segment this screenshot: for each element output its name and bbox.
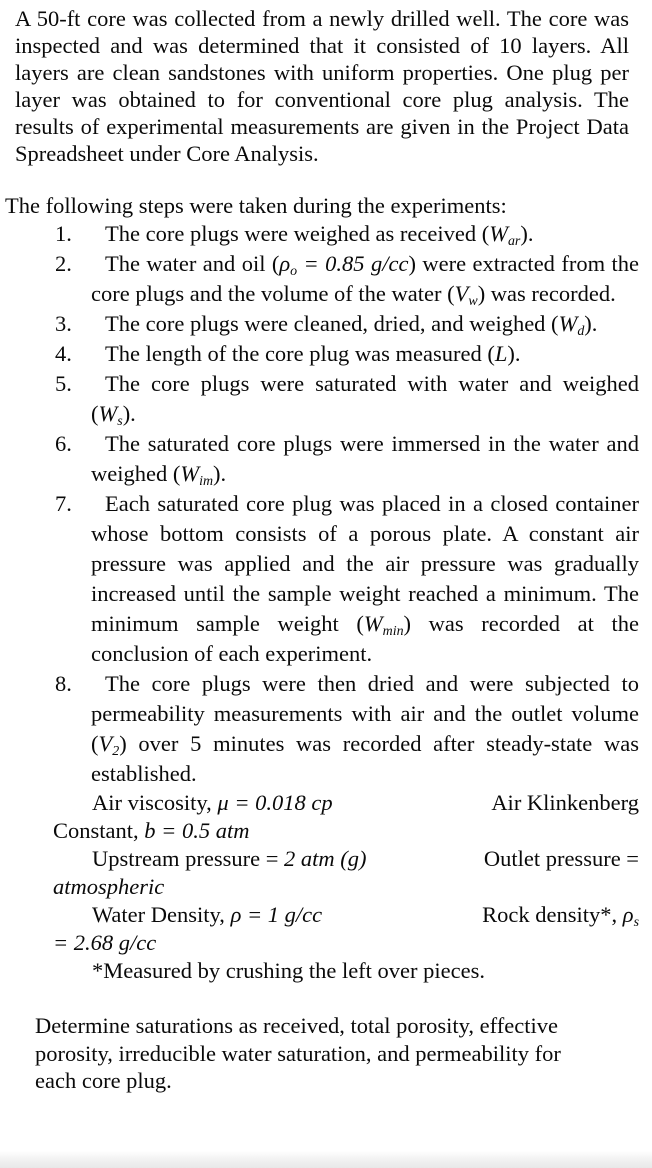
upstream-pressure-value: Upstream pressure = 2 atm (g)	[92, 846, 367, 871]
constants-line-pressure	[92, 845, 639, 873]
step-number: 5.	[55, 371, 72, 396]
step-number: 4.	[55, 341, 72, 366]
water-density-value: Water Density, ρ = 1 g/cc	[92, 902, 323, 927]
air-klinkenberg-value: Constant, b = 0.5 atm	[53, 818, 250, 843]
closing-paragraph: Determine saturations as received, total porosity, effective porosity, irreducible water saturation, and permeability for each core plug.	[35, 1013, 561, 1093]
step-item-5	[0, 369, 639, 429]
step-number: 1.	[55, 221, 72, 246]
outlet-pressure-label: Outlet pressure =	[483, 846, 639, 871]
step-number: 7.	[55, 491, 72, 516]
air-viscosity-value: Air viscosity, μ = 0.018 cp	[92, 790, 333, 815]
outlet-pressure-value: atmospheric	[53, 874, 165, 899]
rock-density-label: Rock density*, $\rho_s$	[482, 902, 639, 930]
step-text: The core plugs were weighed as received $(W_{ar})$.	[105, 221, 534, 249]
step-text: The saturated core plugs were immersed in the water and weighed $(W_{im})$.	[91, 431, 639, 489]
step-item-6	[0, 429, 639, 489]
step-item-7	[0, 489, 639, 669]
intro-paragraph: A 50-ft core was collected from a newly drilled well. The core was inspected and was determined that it consisted of 10 layers. All layers are clean sandstones with uniform properties. One plug per layer was obtained to for conventional core plug analysis. The results of experimental measurements are given in the Project Data Spreadsheet under Core Analysis.	[15, 6, 629, 166]
step-text: The length of the core plug was measured (L).	[105, 341, 521, 366]
page-bottom-gradient	[0, 1151, 652, 1168]
step-text: Each saturated core plug was placed in a closed container whose bottom consists of a porous plate. A constant air pressure was applied and the air pressure was gradually increased until the sample weight reached a minimum. The minimum sample weight $(W_{min})$ was recorded at the conclusion of each experiment.	[91, 491, 640, 666]
rock-density-footnote: *Measured by crushing the left over pieces.	[92, 958, 485, 983]
step-number: 8.	[55, 671, 72, 696]
steps-header: The following steps were taken during the experiments:	[5, 193, 507, 218]
air-klinkenberg-label: Air Klinkenberg	[491, 790, 639, 815]
step-text: The core plugs were cleaned, dried, and weighed $(W_d)$.	[105, 311, 598, 339]
step-item-3	[0, 309, 639, 339]
steps-list	[0, 219, 652, 789]
step-text: The water and oil ($\rho_o = 0.85$ g/cc) were extracted from the core plugs and the volume of the water $(V_w)$ was recorded.	[91, 251, 639, 309]
step-item-8	[0, 669, 639, 789]
rock-density-value: = 2.68 g/cc	[53, 930, 157, 955]
step-number: 6.	[55, 431, 72, 456]
step-item-2	[0, 249, 639, 309]
step-text: The core plugs were then dried and were subjected to permeability measurements with air and the outlet volume $(V_2)$ over 5 minutes was recorded after steady-state was established.	[91, 671, 639, 786]
step-text: The core plugs were saturated with water and weighed $(W_s)$.	[91, 371, 639, 429]
constants-line-density	[92, 901, 639, 929]
step-item-4	[0, 339, 639, 369]
step-number: 2.	[55, 251, 72, 276]
step-item-1	[0, 219, 639, 249]
constants-line-viscosity	[92, 789, 639, 817]
step-number: 3.	[55, 311, 72, 336]
